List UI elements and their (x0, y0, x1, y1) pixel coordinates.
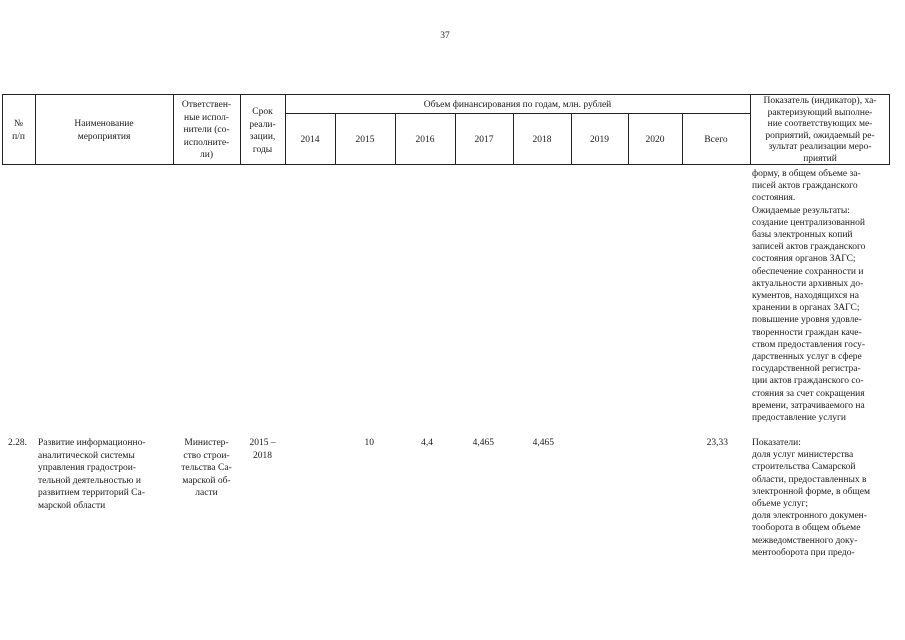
row-value-2015: 10 (364, 438, 374, 448)
header-year-2020: 2020 (645, 135, 665, 145)
header-year-2014: 2014 (300, 135, 320, 145)
header-year-2019: 2019 (590, 135, 609, 145)
row-activity-name: Развитие информационно- аналитической системы управления градострои- тельной деятельностью и развитием территорий Са- марской области (38, 438, 146, 511)
row-value-2016: 4,4 (421, 438, 433, 448)
row-number: 2.28. (8, 438, 27, 448)
row-value-2017: 4,465 (472, 438, 494, 448)
header-total: Всего (704, 135, 728, 145)
row-value-2018: 4,465 (532, 438, 554, 448)
header-year-2015: 2015 (355, 135, 375, 145)
header-executor: Ответствен- ные испол- нители (со- исполните- ли) (181, 100, 232, 160)
header-year-2017: 2017 (474, 135, 494, 145)
header-indicator: Показатель (индикатор), ха- рактеризующий выполне- ние соответствующих ме- роприятий, ожидаемый ре- зультат реализации меро- приятий (763, 96, 877, 164)
row-indicator: Показатели: доля услуг министерства строительства Самарской области, предоставленных в электронной форме, в общем объеме услуг; доля электронного докумен- тооборота в общем объеме межведомственного доку- ментооборота при предо- (752, 438, 870, 558)
header-term: Срок реали- зации, годы (249, 107, 276, 155)
header-year-2018: 2018 (532, 135, 552, 145)
row-executor: Министер- ство строи- тельства Са- марской об- ласти (181, 438, 232, 498)
indicator-continuation: форму, в общем объеме за- писей актов гражданского состояния. Ожидаемые результаты: создание централизованной базы электронных копий записей актов гражданского состояния органов ЗАГС; обеспечение сохранности и актуальности архивных до- кументов, находящихся на хранении в органах ЗАГС; повышение уровня удовле- творенности граждан каче- ством предоставления госу- дарственных услуг в сфере государственной регистра- ции актов гражданского со- стояния за счет сокращения времени, затрачиваемого на предоставление услуги (752, 169, 866, 424)
header-number: № п/п (12, 119, 25, 142)
header-activity-name: Наименование мероприятия (74, 119, 134, 142)
header-funding: Объем финансирования по годам, млн. рублей (423, 100, 612, 110)
page-number: 37 (440, 31, 450, 41)
header-year-2016: 2016 (415, 135, 435, 145)
row-term: 2015 – 2018 (249, 438, 276, 461)
row-total: 23,33 (706, 438, 728, 448)
